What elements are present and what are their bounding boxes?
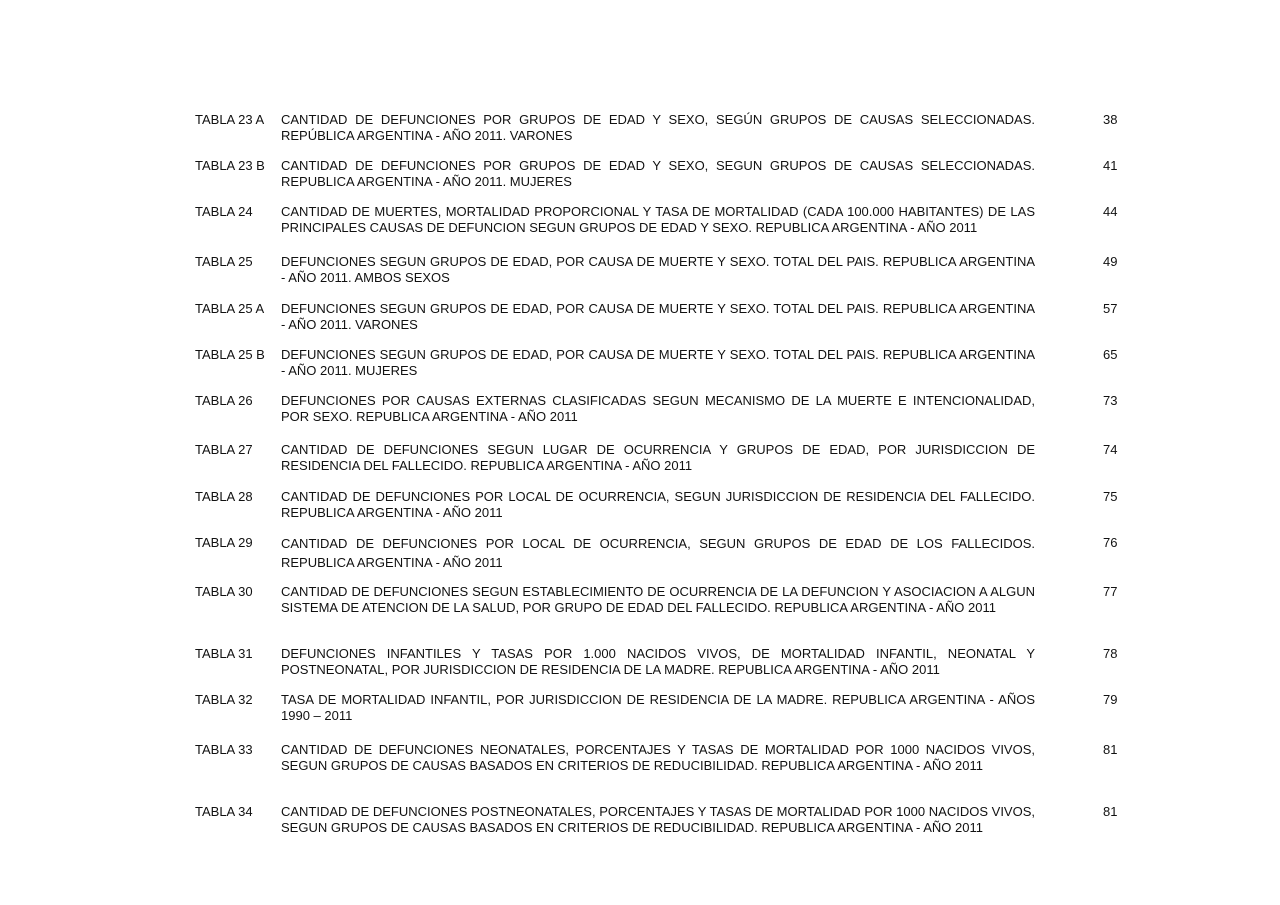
page-number: 73 [1103, 393, 1118, 408]
table-number: TABLA 25 [195, 254, 253, 269]
page-number: 74 [1103, 442, 1118, 457]
page-number: 44 [1103, 204, 1118, 219]
page-number: 75 [1103, 489, 1118, 504]
table-title: CANTIDAD DE DEFUNCIONES POR GRUPOS DE EDAD Y SEXO, SEGUN GRUPOS DE CAUSAS SELECCIONADAS. REPUBLICA ARGENTINA - AÑO 2011. MUJERES [281, 158, 1035, 189]
table-number: TABLA 33 [195, 742, 253, 757]
table-number: TABLA 26 [195, 393, 253, 408]
table-title: DEFUNCIONES SEGUN GRUPOS DE EDAD, POR CAUSA DE MUERTE Y SEXO. TOTAL DEL PAIS. REPUBLICA ARGENTINA - AÑO 2011. MUJERES [281, 347, 1035, 378]
table-number: TABLA 28 [195, 489, 253, 504]
page-number: 78 [1103, 646, 1118, 661]
table-title: DEFUNCIONES SEGUN GRUPOS DE EDAD, POR CAUSA DE MUERTE Y SEXO. TOTAL DEL PAIS. REPUBLICA ARGENTINA - AÑO 2011. AMBOS SEXOS [281, 254, 1035, 285]
table-title: CANTIDAD DE DEFUNCIONES POR LOCAL DE OCURRENCIA, SEGUN JURISDICCION DE RESIDENCIA DEL FALLECIDO. REPUBLICA ARGENTINA - AÑO 2011 [281, 489, 1035, 520]
table-title: CANTIDAD DE DEFUNCIONES NEONATALES, PORCENTAJES Y TASAS DE MORTALIDAD POR 1000 NACIDOS VIVOS, SEGUN GRUPOS DE CAUSAS BASADOS EN CRITERIOS DE REDUCIBILIDAD. REPUBLICA ARGENTINA - AÑO 2011 [281, 742, 1035, 773]
page-number: 38 [1103, 112, 1118, 127]
table-number: TABLA 24 [195, 204, 253, 219]
page-number: 49 [1103, 254, 1118, 269]
table-title: DEFUNCIONES SEGUN GRUPOS DE EDAD, POR CAUSA DE MUERTE Y SEXO. TOTAL DEL PAIS. REPUBLICA ARGENTINA - AÑO 2011. VARONES [281, 301, 1035, 332]
table-title: CANTIDAD DE DEFUNCIONES POSTNEONATALES, PORCENTAJES Y TASAS DE MORTALIDAD POR 1000 NACIDOS VIVOS, SEGUN GRUPOS DE CAUSAS BASADOS EN CRITERIOS DE REDUCIBILIDAD. REPUBLICA ARGENTINA - AÑO 2011 [281, 804, 1035, 835]
table-title: CANTIDAD DE DEFUNCIONES POR GRUPOS DE EDAD Y SEXO, SEGÚN GRUPOS DE CAUSAS SELECCIONADAS. REPÚBLICA ARGENTINA - AÑO 2011. VARONES [281, 112, 1035, 143]
page-number: 79 [1103, 692, 1118, 707]
page-number: 41 [1103, 158, 1118, 173]
table-title: CANTIDAD DE DEFUNCIONES SEGUN LUGAR DE OCURRENCIA Y GRUPOS DE EDAD, POR JURISDICCION DE RESIDENCIA DEL FALLECIDO. REPUBLICA ARGENTINA - AÑO 2011 [281, 442, 1035, 473]
table-number: TABLA 30 [195, 584, 253, 599]
table-number: TABLA 32 [195, 692, 253, 707]
page-number: 77 [1103, 584, 1118, 599]
table-title: DEFUNCIONES INFANTILES Y TASAS POR 1.000 NACIDOS VIVOS, DE MORTALIDAD INFANTIL, NEONATAL Y POSTNEONATAL, POR JURISDICCION DE RESIDENCIA DE LA MADRE. REPUBLICA ARGENTINA - AÑO 2011 [281, 646, 1035, 677]
page-number: 65 [1103, 347, 1118, 362]
table-number: TABLA 25 B [195, 347, 265, 362]
table-number: TABLA 29 [195, 535, 253, 550]
table-title: CANTIDAD DE DEFUNCIONES SEGUN ESTABLECIMIENTO DE OCURRENCIA DE LA DEFUNCION Y ASOCIACION A ALGUN SISTEMA DE ATENCION DE LA SALUD, POR GRUPO DE EDAD DEL FALLECIDO. REPUBLICA ARGENTINA - AÑO 2011 [281, 584, 1035, 615]
page-number: 81 [1103, 742, 1118, 757]
page-number: 57 [1103, 301, 1118, 316]
table-number: TABLA 23 A [195, 112, 265, 127]
table-title: CANTIDAD DE MUERTES, MORTALIDAD PROPORCIONAL Y TASA DE MORTALIDAD (CADA 100.000 HABITANTES) DE LAS PRINCIPALES CAUSAS DE DEFUNCION SEGUN GRUPOS DE EDAD Y SEXO. REPUBLICA ARGENTINA - AÑO 2011 [281, 204, 1035, 235]
table-number: TABLA 27 [195, 442, 253, 457]
table-number: TABLA 23 B [195, 158, 265, 173]
table-title: CANTIDAD DE DEFUNCIONES POR LOCAL DE OCURRENCIA, SEGUN GRUPOS DE EDAD DE LOS FALLECIDOS. REPUBLICA ARGENTINA - AÑO 2011 [281, 536, 1035, 570]
page-number: 81 [1103, 804, 1118, 819]
table-number: TABLA 34 [195, 804, 253, 819]
table-number: TABLA 31 [195, 646, 253, 661]
table-title: DEFUNCIONES POR CAUSAS EXTERNAS CLASIFICADAS SEGUN MECANISMO DE LA MUERTE E INTENCIONALIDAD, POR SEXO. REPUBLICA ARGENTINA - AÑO 2011 [281, 393, 1035, 424]
table-number: TABLA 25 A [195, 301, 265, 316]
page-number: 76 [1103, 535, 1118, 550]
table-title: TASA DE MORTALIDAD INFANTIL, POR JURISDICCION DE RESIDENCIA DE LA MADRE. REPUBLICA ARGENTINA - AÑOS 1990 – 2011 [281, 692, 1035, 723]
